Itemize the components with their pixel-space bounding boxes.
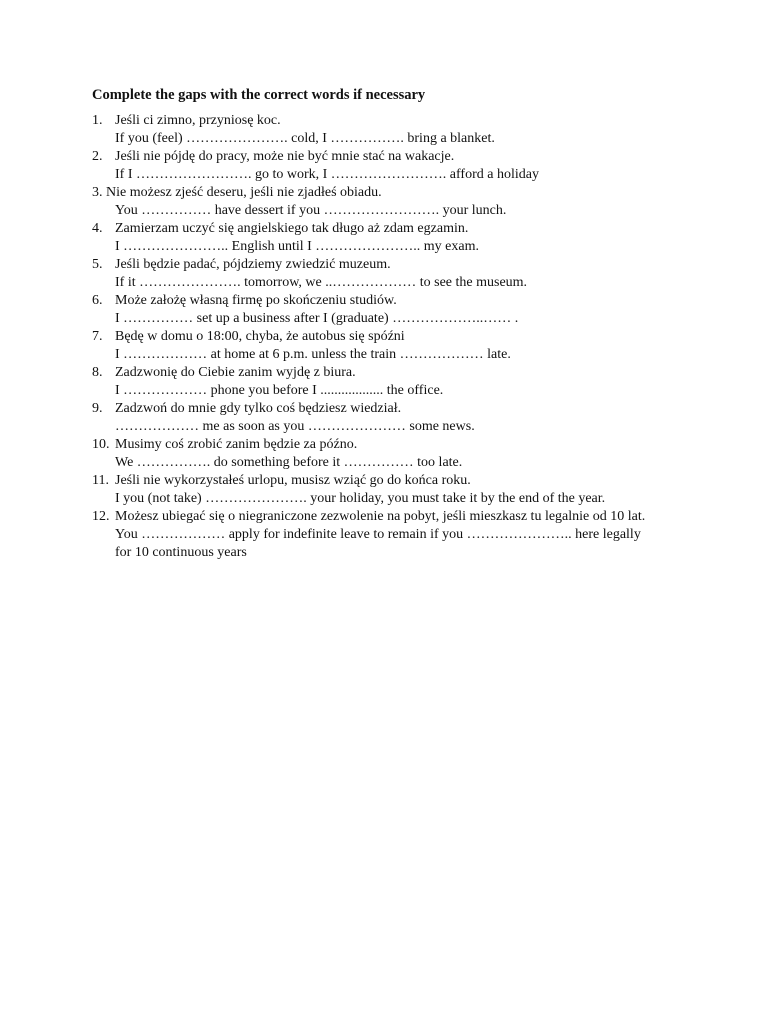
english-gap-sentence: I ……………… phone you before I .................. the office. bbox=[115, 383, 444, 398]
english-gap-sentence: I …………… set up a business after I (graduate) ………………..…… . bbox=[115, 311, 519, 326]
english-gap-sentence: If I ……………………. go to work, I ……………………. afford a holiday bbox=[115, 167, 539, 182]
polish-sentence: Jeśli będzie padać, pójdziemy zwiedzić muzeum. bbox=[115, 257, 391, 272]
item-number: 8. bbox=[92, 365, 103, 380]
english-gap-sentence: If it …………………. tomorrow, we ..……………… to see the museum. bbox=[115, 275, 528, 290]
item-number: 6. bbox=[92, 293, 103, 308]
list-item bbox=[92, 292, 660, 328]
polish-sentence: Zamierzam uczyć się angielskiego tak długo aż zdam egzamin. bbox=[115, 221, 469, 236]
item-number: 4. bbox=[92, 221, 103, 236]
exercise-list bbox=[92, 112, 660, 562]
item-number: 3. bbox=[92, 185, 103, 200]
english-gap-sentence: I ……………… at home at 6 p.m. unless the train ……………… late. bbox=[115, 347, 511, 362]
polish-sentence: Jeśli ci zimno, przyniosę koc. bbox=[115, 113, 281, 128]
item-number: 5. bbox=[92, 257, 103, 272]
polish-sentence: Nie możesz zjeść deseru, jeśli nie zjadłeś obiadu. bbox=[106, 185, 382, 200]
english-gap-sentence: I ………………….. English until I ………………….. my exam. bbox=[115, 239, 479, 254]
polish-sentence-line bbox=[92, 184, 660, 202]
item-number: 1. bbox=[92, 113, 103, 128]
item-number: 7. bbox=[92, 329, 103, 344]
polish-sentence: Jeśli nie wykorzystałeś urlopu, musisz wziąć go do końca roku. bbox=[115, 473, 471, 488]
item-number: 2. bbox=[92, 149, 103, 164]
polish-sentence: Może założę własną firmę po skończeniu studiów. bbox=[115, 293, 397, 308]
list-item bbox=[92, 256, 660, 292]
english-gap-sentence: You …………… have dessert if you ……………………. your lunch. bbox=[115, 203, 507, 218]
list-item bbox=[92, 472, 660, 508]
list-item bbox=[92, 184, 660, 220]
list-item bbox=[92, 328, 660, 364]
english-gap-sentence: You ……………… apply for indefinite leave to remain if you ………………….. here legally for 10 continuous years bbox=[115, 527, 641, 560]
item-number: 12. bbox=[92, 509, 110, 524]
english-gap-sentence: I you (not take) …………………. your holiday, you must take it by the end of the year. bbox=[115, 491, 606, 506]
list-item bbox=[92, 436, 660, 472]
polish-sentence: Zadzwoń do mnie gdy tylko coś będziesz wiedział. bbox=[115, 401, 402, 416]
item-number: 11. bbox=[92, 473, 109, 488]
list-item bbox=[92, 148, 660, 184]
polish-sentence: Możesz ubiegać się o niegraniczone zezwolenie na pobyt, jeśli mieszkasz tu legalnie od 10 lat. bbox=[115, 509, 646, 524]
list-item bbox=[92, 400, 660, 436]
polish-sentence: Zadzwonię do Ciebie zanim wyjdę z biura. bbox=[115, 365, 356, 380]
english-gap-sentence: If you (feel) …………………. cold, I ……………. bring a blanket. bbox=[115, 131, 495, 146]
item-number: 9. bbox=[92, 401, 103, 416]
item-number: 10. bbox=[92, 437, 110, 452]
list-item bbox=[92, 508, 660, 562]
english-gap-sentence: ……………… me as soon as you ………………… some news. bbox=[115, 419, 475, 434]
list-item bbox=[92, 364, 660, 400]
polish-sentence: Musimy coś zrobić zanim będzie za późno. bbox=[115, 437, 358, 452]
polish-sentence: Będę w domu o 18:00, chyba, że autobus się spóźni bbox=[115, 329, 405, 344]
page-title: Complete the gaps with the correct words if necessary bbox=[92, 87, 426, 103]
polish-sentence: Jeśli nie pójdę do pracy, może nie być mnie stać na wakacje. bbox=[115, 149, 455, 164]
list-item bbox=[92, 220, 660, 256]
english-gap-sentence: We ……………. do something before it …………… too late. bbox=[115, 455, 463, 470]
list-item bbox=[92, 112, 660, 148]
